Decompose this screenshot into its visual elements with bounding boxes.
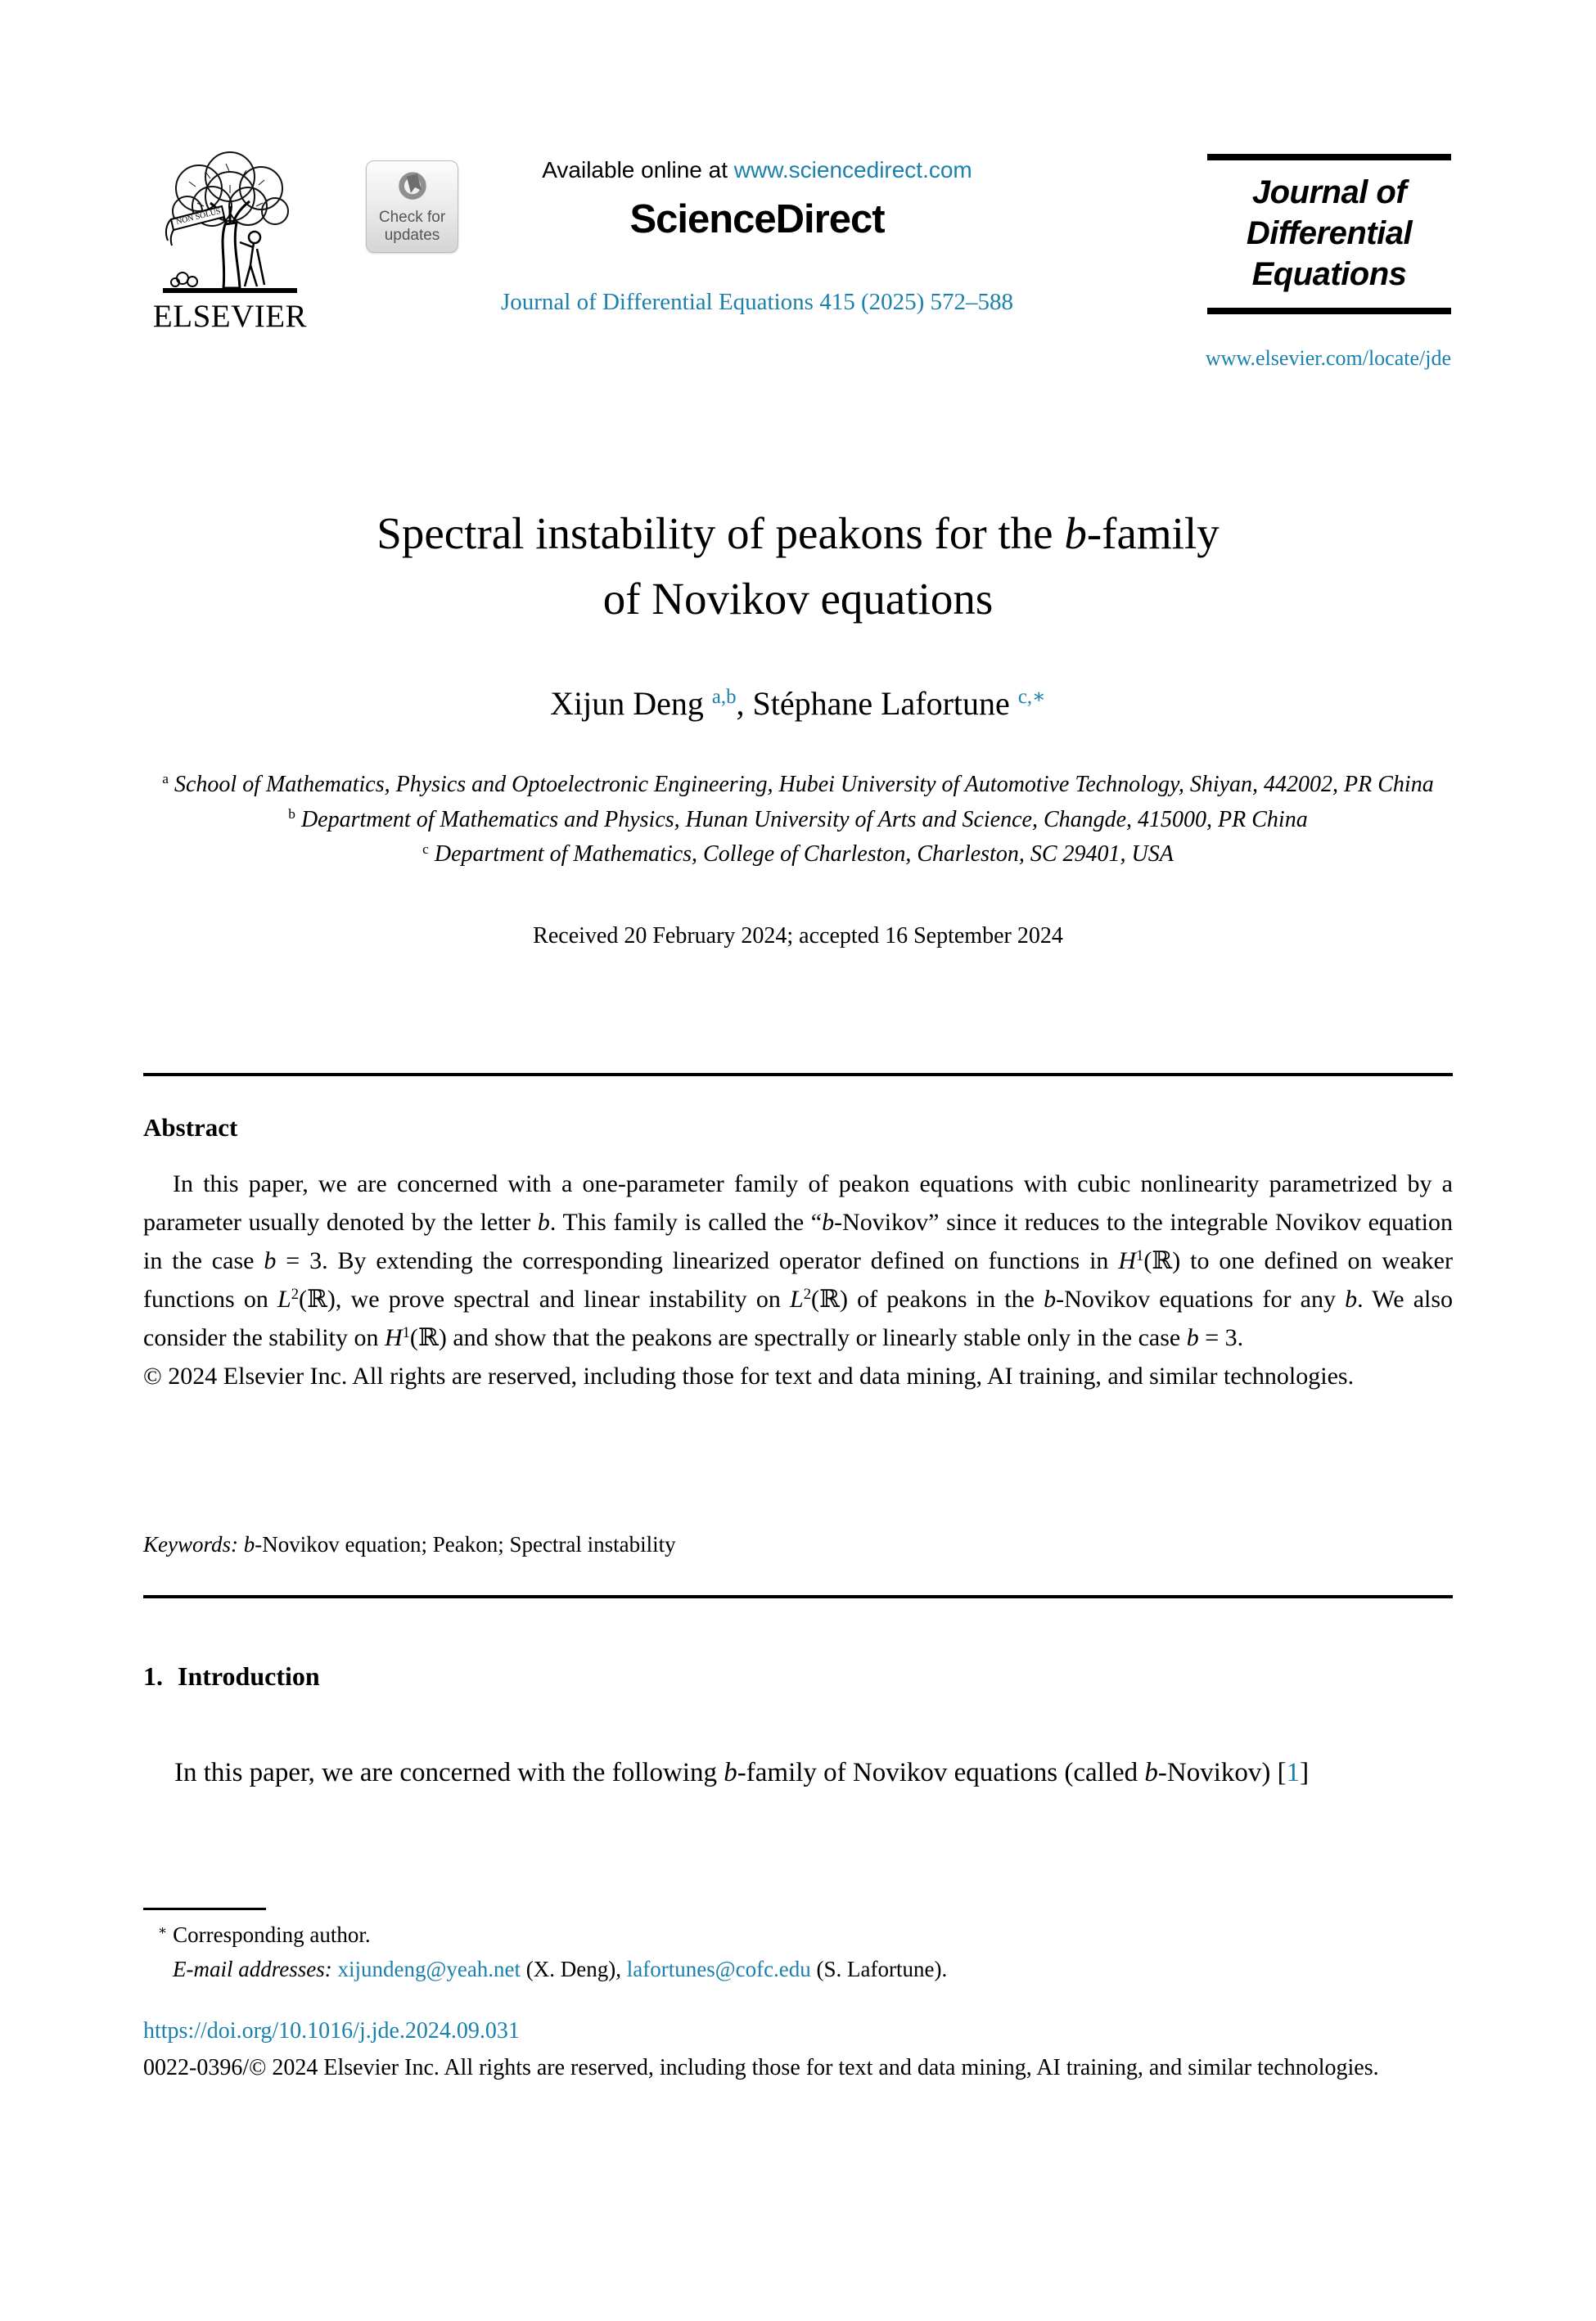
keywords-line bbox=[143, 1532, 1453, 1557]
affiliation-a bbox=[143, 768, 1453, 803]
text-segment: b bbox=[537, 1208, 550, 1236]
title-line-2: of Novikov equations bbox=[602, 573, 994, 624]
text-segment: b bbox=[243, 1532, 255, 1557]
ref-1-link[interactable]: 1 bbox=[1286, 1758, 1301, 1787]
text-segment: In this paper, we are concerned with a one-parameter family of peakon equations with cubic nonlinearity parametrized by a parameter usually denoted by the letter bbox=[143, 1170, 1453, 1236]
text-segment: . We also consider the stability on bbox=[143, 1285, 1454, 1351]
masthead-top-rule bbox=[1207, 154, 1451, 160]
text-segment: Keywords: bbox=[143, 1532, 238, 1557]
text-segment: L bbox=[790, 1285, 804, 1313]
abstract-copyright: © 2024 Elsevier Inc. All rights are reserved, including those for text and data mining, AI training, and similar technologies. bbox=[143, 1362, 1355, 1390]
text-segment: b bbox=[1064, 508, 1087, 558]
text-segment: (S. Lafortune). bbox=[810, 1957, 948, 1981]
journal-citation-line[interactable]: Journal of Differential Equations 415 (2025) 572–588 bbox=[500, 289, 1014, 315]
email-lafortune-link[interactable]: lafortunes@cofc.edu bbox=[626, 1957, 811, 1981]
elsevier-locate-link[interactable]: www.elsevier.com/locate/jde bbox=[1205, 346, 1451, 370]
text-segment: b bbox=[822, 1208, 835, 1236]
text-segment: 1. bbox=[143, 1661, 163, 1691]
text-segment: Spectral instability of peakons for the bbox=[376, 508, 1065, 558]
text-segment: b bbox=[724, 1758, 737, 1787]
affiliation-c bbox=[143, 837, 1453, 872]
text-segment: -Novikov) [ bbox=[1157, 1758, 1287, 1787]
text-segment: (ℝ) to one defined on weaker functions on bbox=[143, 1246, 1453, 1313]
title-line-1 bbox=[143, 501, 1453, 566]
author-line bbox=[143, 684, 1453, 723]
text-segment: (ℝ) of peakons in the bbox=[811, 1285, 1044, 1313]
header-center bbox=[471, 157, 1044, 316]
text-segment: E-mail addresses: bbox=[173, 1957, 332, 1981]
text-segment: Department of Mathematics and Physics, Hunan University of Arts and Science, Changde, 415000, PR China bbox=[295, 806, 1308, 832]
text-segment: School of Mathematics, Physics and Optoelectronic Engineering, Hubei University of Automotive Technology, Shiyan, 442002, PR China bbox=[169, 772, 1434, 797]
text-segment: -Novikov equations for any bbox=[1056, 1285, 1346, 1313]
text-segment: -Novikov equation; Peakon; Spectral instability bbox=[255, 1532, 676, 1557]
text-segment: In this paper, we are concerned with the following bbox=[174, 1758, 724, 1787]
elsevier-tree-icon bbox=[148, 149, 312, 296]
text-segment: H bbox=[1118, 1246, 1137, 1274]
text-segment: 2 bbox=[291, 1285, 299, 1303]
text-segment: (ℝ), we prove spectral and linear instability on bbox=[299, 1285, 791, 1313]
abstract-body bbox=[143, 1165, 1453, 1396]
text-segment: L bbox=[277, 1285, 291, 1313]
text-segment: Introduction bbox=[178, 1661, 320, 1691]
corresponding-author-note bbox=[143, 1922, 1453, 1948]
check-updates-icon bbox=[394, 169, 431, 205]
issn-copyright-line: 0022-0396/© 2024 Elsevier Inc. All rights are reserved, including those for text and data mining, AI training, and similar technologies. bbox=[143, 2055, 1379, 2080]
elsevier-figure bbox=[240, 232, 264, 286]
masthead-bottom-rule bbox=[1207, 308, 1451, 314]
sciencedirect-wordmark[interactable]: ScienceDirect bbox=[629, 197, 885, 241]
text-segment: -family bbox=[1086, 508, 1220, 558]
abstract-heading: Abstract bbox=[143, 1113, 238, 1142]
abstract-paragraph bbox=[143, 1165, 1453, 1358]
abstract-top-rule bbox=[143, 1073, 1453, 1076]
text-segment: b bbox=[1345, 1285, 1358, 1313]
text-segment: 2 bbox=[803, 1285, 812, 1303]
affil-ref-ab[interactable]: a,b bbox=[711, 686, 737, 709]
article-title bbox=[143, 501, 1453, 632]
sciencedirect-link[interactable]: www.sciencedirect.com bbox=[733, 157, 972, 183]
check-for-updates-badge[interactable] bbox=[366, 160, 458, 253]
text-segment: Department of Mathematics, College of Charleston, Charleston, SC 29401, USA bbox=[428, 841, 1174, 868]
text-segment: b bbox=[288, 806, 295, 822]
text-segment: (ℝ) and show that the peakons are spectrally or linearly stable only in the case bbox=[409, 1323, 1187, 1351]
affil-ref-c-corresponding[interactable]: c,∗ bbox=[1017, 686, 1046, 709]
text-segment: Corresponding author. bbox=[167, 1922, 371, 1947]
journal-name: Journal of Differential Equations bbox=[1246, 174, 1413, 292]
text-segment: Available online at bbox=[542, 157, 734, 183]
text-segment: a bbox=[162, 771, 169, 787]
text-segment bbox=[238, 1532, 244, 1557]
text-segment: Xijun Deng bbox=[550, 685, 712, 722]
text-segment: ] bbox=[1300, 1758, 1310, 1787]
text-segment: = 3. By extending the corresponding linearized operator defined on functions in bbox=[276, 1246, 1119, 1274]
available-online-line bbox=[471, 157, 1044, 183]
text-segment: -family of Novikov equations (called bbox=[737, 1758, 1145, 1787]
section-heading-introduction bbox=[143, 1661, 1453, 1692]
affiliations bbox=[143, 768, 1453, 872]
text-segment: c bbox=[422, 841, 429, 857]
text-segment: ∗ bbox=[158, 1922, 168, 1938]
text-segment: 1 bbox=[1136, 1246, 1144, 1264]
footnote-rule bbox=[143, 1908, 266, 1910]
abstract-bottom-rule bbox=[143, 1595, 1453, 1598]
text-segment: b bbox=[1044, 1285, 1057, 1313]
text-segment: b bbox=[1186, 1323, 1199, 1351]
text-segment: H bbox=[384, 1323, 403, 1351]
doi-link[interactable]: https://doi.org/10.1016/j.jde.2024.09.031 bbox=[143, 2018, 520, 2044]
text-segment: = 3. bbox=[1198, 1323, 1244, 1351]
elsevier-logo bbox=[143, 149, 317, 335]
affiliation-b bbox=[143, 803, 1453, 838]
check-badge-label: Check for updates bbox=[378, 209, 446, 244]
text-segment: 1 bbox=[402, 1323, 410, 1341]
email-deng-link[interactable]: xijundeng@yeah.net bbox=[337, 1957, 521, 1981]
text-segment: -Novikov” since it reduces to the integrable Novikov equation in the case bbox=[143, 1208, 1453, 1274]
text-segment: , Stéphane Lafortune bbox=[736, 685, 1018, 722]
received-dates: Received 20 February 2024; accepted 16 September 2024 bbox=[533, 923, 1063, 949]
text-segment: b bbox=[264, 1246, 277, 1274]
introduction-paragraph bbox=[143, 1753, 1453, 1793]
text-segment: b bbox=[1144, 1758, 1158, 1787]
elsevier-wordmark: ELSEVIER bbox=[152, 299, 308, 334]
journal-masthead-box bbox=[1205, 154, 1451, 370]
non-solus-text: NON SOLUS bbox=[175, 206, 222, 227]
text-segment: . This family is called the “ bbox=[549, 1208, 823, 1236]
email-addresses-line bbox=[143, 1957, 1453, 1982]
text-segment: (X. Deng), bbox=[521, 1957, 627, 1981]
